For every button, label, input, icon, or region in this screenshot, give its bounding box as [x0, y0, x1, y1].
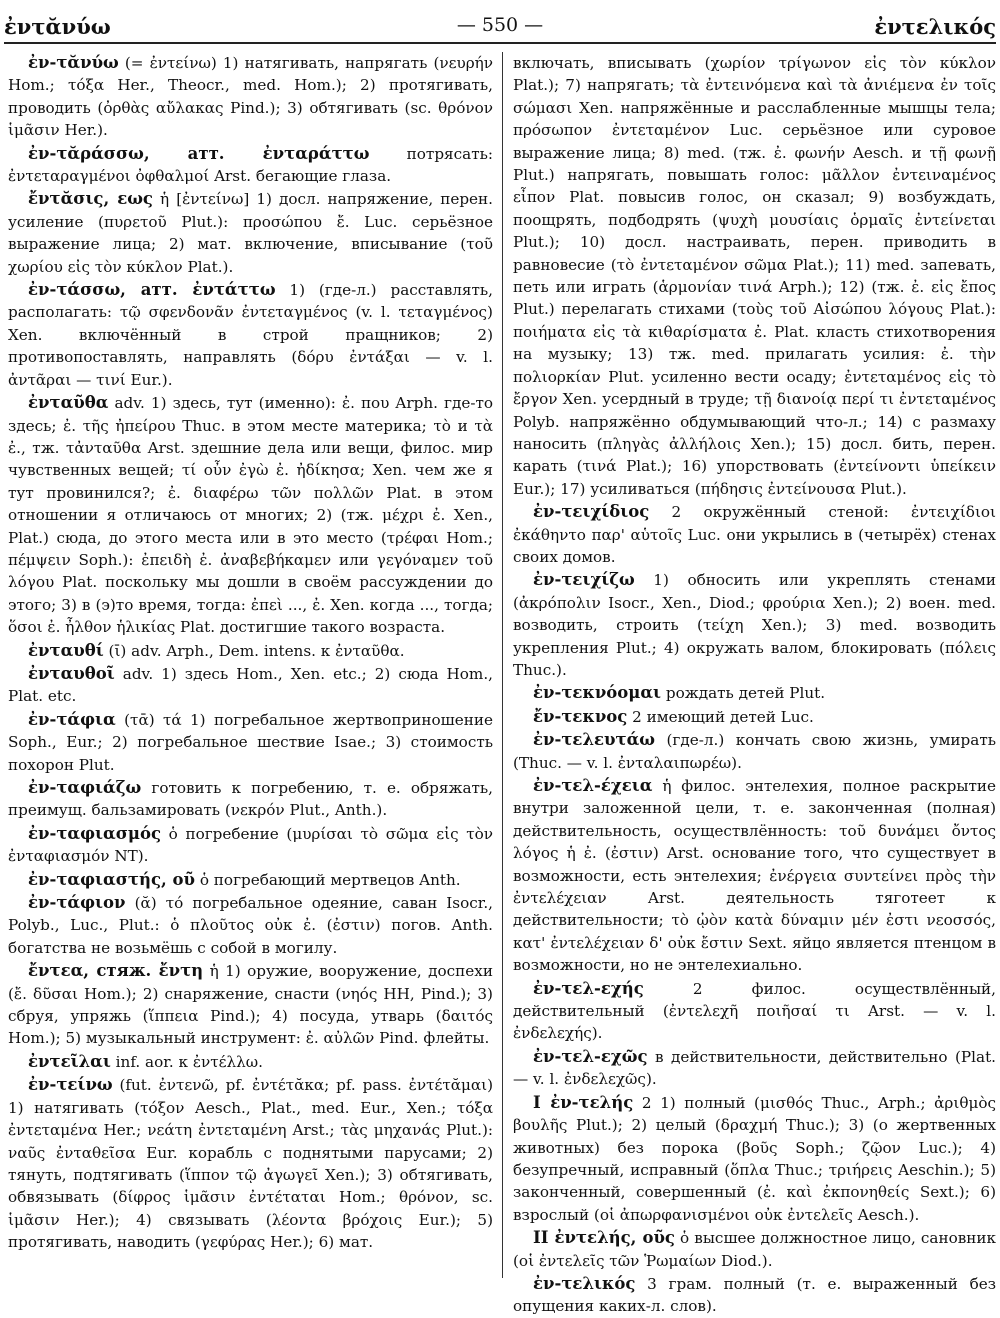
entry-headword: ἐνταυθί	[28, 640, 104, 660]
entry-definition: ἡ 1) оружие, вооружение, доспехи (ἔ. δῦσαι Hom.); 2) снаряжение, снасти (νηός HH, Pind.); 3) сбруя, упряжь (ἵππεια Pind.); 4) посуда, утварь (δαιτός Hom.); 5) музыкальный инструмент: ἐ. αὐλῶν Pind. флейты.	[8, 962, 493, 1048]
entry-headword: II ἐντελής, οῦς	[533, 1228, 675, 1248]
dictionary-entry	[8, 663, 493, 708]
entry-headword: ἐν-τάσσω, атт. ἐντάττω	[28, 280, 276, 300]
entry-definition: ὁ погребающий мертвецов Anth.	[195, 870, 461, 889]
entry-definition: ὁ высшее должностное лицо, сановник (οἱ ἐντελεῖς τῶν Ῥωμαίων Diod.).	[513, 1229, 997, 1270]
dictionary-entry	[8, 640, 493, 662]
entry-definition: adv. 1) здесь Hom., Xen. etc.; 2) сюда Hom., Plat. etc.	[8, 664, 493, 706]
entry-headword: ἐνταυθοῖ	[28, 663, 115, 683]
entry-definition: 3 грам. полный (т. е. выраженный без опущения каких-л. слов).	[513, 1274, 996, 1316]
entry-headword: ἐν-ταφιαστής, οῦ	[28, 869, 195, 889]
entry-headword: ἐν-ταφιασμός	[28, 823, 162, 843]
dictionary-entry	[513, 978, 996, 1045]
dictionary-entry	[513, 706, 996, 728]
left-column	[8, 52, 493, 1278]
entry-definition: (fut. ἐντενῶ, pf. ἐντέτᾰκα; pf. pass. ἐντέτᾰμαι) 1) натягивать (τόξον Aesch., Plat., med. Eur., Xen.; τόξα ἐντεταμένα Her.; νεάτη ἐντεταμένη Arst.; τὰς μηχανάς Plut.): ναῦς ἐνταθεῖσα Eur. корабль с поднятыми парусами; 2) тянуть, подтягивать (ἵππον τῷ ἀγωγεῖ Xen.); 3) обтягивать, обвязывать (δίφρος ἱμᾶσιν ἐντέταται Hom.; θρόνον, sc. ἱμᾶσιν Her.); 4) связывать (λέοντα βρόχοις Eur.); 5) протягивать, наводить (γεφύρας Her.); 6) мат.	[8, 1076, 493, 1252]
entry-headword: ἐν-τάφιον	[28, 893, 126, 913]
dictionary-entry	[513, 569, 996, 681]
entry-headword: ἐν-τειχίδιος	[533, 502, 650, 522]
dictionary-entry	[8, 1051, 493, 1073]
entry-definition: inf. aor. к ἐντέλλω.	[110, 1052, 263, 1071]
dictionary-entry	[513, 1092, 996, 1226]
entry-headword: ἐν-τελευτάω	[533, 730, 656, 750]
dictionary-entry	[513, 682, 996, 704]
dictionary-entry	[513, 501, 996, 568]
entry-headword: ἔν-τεκνος	[533, 706, 628, 726]
dictionary-entry	[513, 775, 996, 977]
entry-definition: ὁ погребение (μυρίσαι τὸ σῶμα εἰς τὸν ἐνταφιασμόν NT).	[8, 824, 493, 866]
entry-definition: потрясать: ἐντεταραγμένοι ὀφθαλμοί Arst. бегающие глаза.	[8, 144, 493, 186]
entry-headword: ἐν-τελ-εχῶς	[533, 1046, 648, 1066]
entry-definition: 1) (где-л.) расставлять, располагать: τῷ σφενδονᾶν ἐντεταγμένος (v. l. τεταγμένος) Xen. включённый в строй пращников; 2) противопоставлять, направлять (δόρυ ἐντάξαι — v. l. ἀντᾶραι — τινί Eur.).	[8, 281, 493, 389]
entry-definition: 2 1) полный (μισθός Thuc., Arph.; ἀριθμὸς βουλῆς Plut.); 2) целый (δραχμή Thuc.); 3) (о жертвенных животных) без порока (βοῦς Soph.; ζῷον Luc.); 4) безупречный, исправный (ὅπλα Thuc.; τριήρεις Aeschin.); 5) законченный, совершенный (ἐ. καὶ ἐκπονηθείς Sext.); 6) взрослый (οἱ ἀπωρφανισμένοι οὐκ ἐντελεῖς Aesch.).	[513, 1093, 996, 1224]
dictionary-entry	[8, 1074, 493, 1253]
dictionary-entry	[513, 1046, 996, 1091]
dictionary-entry	[8, 188, 493, 278]
entry-definition: ἡ филос. энтелехия, полное раскрытие внутри заложенной цели, т. е. законченная (полная) действительность, осуществлённость: τοῦ δυνάμει ὄντος λόγος ἡ ἐ. (ἐστιν) Arst. основание того, что существует в возможности, есть энтелехия; ἐνέργεια συντείνει πρὸς τὴν ἐντελέχειαν Arst. деятельность тяготеет к действительности; τὸ ᾠὸν κατὰ δύναμιν μέν ἐστι νεοσσός, κατ' ἐντελέχειαν δ' οὐκ ἔστιν Sext. яйцо является птенцом в возможности, но не энтелехиально.	[513, 777, 996, 975]
entry-headword: ἐνταῦθα	[28, 393, 109, 413]
dictionary-entry	[8, 143, 493, 188]
entry-definition: (ᾰ) τό погребальное одеяние, саван Isocr., Polyb., Luc., Plut.: ὁ πλοῦτος οὐκ ἐ. (ἐστιν) погов. Anth. богатства не возьмёшь с собой в могилу.	[8, 894, 493, 957]
header-left-headword: ἐντᾰνύω	[4, 14, 111, 39]
entry-headword: ἐν-τᾰνύω	[28, 53, 119, 72]
entry-headword: ἔντᾰσις, εως	[28, 189, 153, 209]
entry-definition: 1) обносить или укреплять стенами (ἀκρόπολιν Isocr., Xen., Diod.; φρούρια Xen.); 2) воен. med. возводить, строить (τείχη Xen.); 3) med. возводить укрепления Plut.; 4) окружать валом, блокировать (πόλεις Thuc.).	[513, 571, 996, 679]
dictionary-entry	[8, 279, 493, 391]
right-column	[513, 52, 997, 1316]
entry-definition: рождать детей Plut.	[661, 684, 826, 703]
dictionary-entry	[8, 709, 493, 776]
dictionary-entry	[8, 892, 493, 959]
entry-headword: ἔντεα, стяж. ἔντη	[28, 961, 204, 981]
entry-definition: 2 имеющий детей Luc.	[627, 707, 814, 726]
entry-headword: ἐν-τάφια	[28, 709, 116, 729]
entry-definition: adv. 1) здесь, тут (именно): ἐ. που Arph. где-то здесь; ἐ. τῆς ἠπείρου Thuc. в этом месте материка; τὸ и τὰ ἐ., тж. τἀνταῦθα Arst. здешние дела или вещи, филос. мир чувственных вещей; τί οὖν ἐγὼ ἐ. ἠδίκησα; Xen. чем же я тут провинился?; ἐ. διαφέρω τῶν πολλῶν Plat. в этом отношении я отличаюсь от многих; 2) (тж. μέχρι ἐ. Xen., Plat.) сюда, до этого места или в это место (τρέφαι Hom.; πέμψειν Soph.): ἐπειδὴ ἐ. ἀναβεβήκαμεν или γεγόναμεν τοῦ λόγου Plat. поскольку мы дошли в своём рассуждении до этого; 3) в (э)то время, тогда: ἐπεὶ ..., ἐ. Xen. когда ..., тогда; ὅσοι ἐ. ἦλθον ἡλικίας Plat. достигшие такого возраста.	[8, 394, 493, 637]
entry-definition: в действительности, действительно (Plat. — v. l. ἐνδελεχῶς).	[513, 1047, 996, 1089]
page-number: — 550 —	[456, 14, 544, 36]
dictionary-entry	[8, 869, 493, 891]
dictionary-entry	[513, 729, 996, 774]
entry-definition: ἡ [ἐντείνω] 1) досл. напряжение, перен. усиление (πυρετοῦ Plut.): προσώπου ἔ. Luc. серьёзное выражение лица; 2) мат. включение, вписывание (τοῦ χωρίου εἰς τὸν κύκλον Plat.).	[8, 190, 493, 276]
entry-headword: ἐν-τελ-έχεια	[533, 776, 653, 795]
entry-definition: 2 окружённый стеной: ἐντειχίδιοι ἐκάθηντο παρ' αὑτοῖς Luc. они укрылись в (четырёх) стенах своих домов.	[513, 503, 996, 566]
column-divider	[502, 52, 503, 1278]
dictionary-entry	[513, 52, 996, 500]
entry-definition: включать, вписывать (χωρίον τρίγωνον εἰς τὸν κύκλον Plat.); 7) напрягать; τὰ ἐντεινόμενα καὶ τὰ ἀνιέμενα ἐν τοῖς σώμασι Xen. напряжённые и расслабленные мышцы тела; πρόσωπον ἐντεταμένον Luc. серьёзное или суровое выражение лица; 8) med. (тж. ἐ. φωνήν Aesch. и τῇ φωνῇ Plut.) напрягать, повышать голос: μᾶλλον ἐντειναμένος εἶπον Plat. повысив голос, он сказал; 9) возбуждать, поощрять, подбодрять (ψυχὴ μουσίαις ὁρμαῖς ἐντείνεται Plut.); 10) досл. настраивать, перен. приводить в равновесие (τὸ ἐντεταμένον σῶμα Plat.); 11) med. запевать, петь или играть (ἁρμονίαν τινά Arph.); 12) (тж. ἐ. εἰς ἔπος Plut.) перелагать стихами (τοὺς τοῦ Αἰσώπου λόγους Plat.): ποιήματα εἰς τὰ κιθαρίσματα ἐ. Plat. класть стихотворения на музыку; 13) тж. med. прилагать усилия: ἐ. τὴν πολιορκίαν Plut. усиленно вести осаду; ἐντεταμένος εἰς τὸ ἔργον Xen. усердный в труде; τῇ διανοίᾳ περί τι ἐντεταμένος Polyb. напряжённо обдумывающий что-л.; 14) с размаху наносить (πληγὰς ἀλλήλοις Xen.); 15) досл. бить, перен. карать (τινά Plat.); 16) упорствовать (ἐντείνοντι ὑπείκειν Eur.); 17) усиливаться (πήδησις ἐντείνουσα Plut.).	[513, 54, 996, 498]
entry-definition: (τᾱ) τά 1) погребальное жертвоприношение Soph., Eur.; 2) погребальное шествие Isae.; 3) стоимость похорон Plut.	[8, 710, 493, 774]
dictionary-entry	[8, 392, 493, 638]
entry-headword: I ἐν-τελής	[533, 1092, 634, 1112]
entry-headword: ἐν-τελικός	[533, 1273, 636, 1293]
dictionary-entry	[8, 777, 493, 822]
entry-headword: ἐν-τελ-εχής	[533, 978, 644, 998]
dictionary-entry	[8, 52, 493, 142]
entry-headword: ἐν-τᾰράσσω, атт. ἐνταράττω	[28, 143, 370, 163]
entry-definition: готовить к погребению, т. е. обряжать, преимущ. бальзамировать (νεκρόν Plut., Anth.).	[8, 779, 493, 820]
dictionary-entry	[513, 1227, 996, 1272]
entry-headword: ἐν-τεκνόομαι	[533, 683, 662, 703]
entry-headword: ἐν-ταφιάζω	[28, 778, 142, 797]
entry-definition: (ῑ) adv. Arph., Dem. intens. к ἐνταῦθα.	[103, 641, 405, 660]
dictionary-entry	[8, 960, 493, 1050]
entry-definition: (где-л.) кончать свою жизнь, умирать (Thuc. — v. l. ἐνταλαιπωρέω).	[513, 731, 996, 772]
entry-headword: ἐν-τειχίζω	[533, 570, 635, 590]
dictionary-entry	[513, 1273, 996, 1318]
dictionary-entry	[8, 823, 493, 868]
entry-headword: ἐν-τείνω	[28, 1075, 113, 1095]
page-header	[4, 10, 996, 44]
entry-definition: 2 филос. осуществлённый, действительный (ἐντελεχῆ ποιῆσαί τι Arst. — v. l. ἐνδελεχής).	[513, 979, 996, 1043]
entry-headword: ἐντεῖλαι	[28, 1051, 111, 1071]
entry-definition: (= ἐντείνω) 1) натягивать, напрягать (νευρήν Hom.; τόξα Her., Theocr., med. Hom.); 2) протягивать, проводить (ὀρθὰς αὔλακας Pind.); 3) обтягивать (sc. θρόνον ἱμᾶσιν Her.).	[8, 54, 493, 140]
header-right-headword: ἐντελικός	[874, 14, 996, 39]
